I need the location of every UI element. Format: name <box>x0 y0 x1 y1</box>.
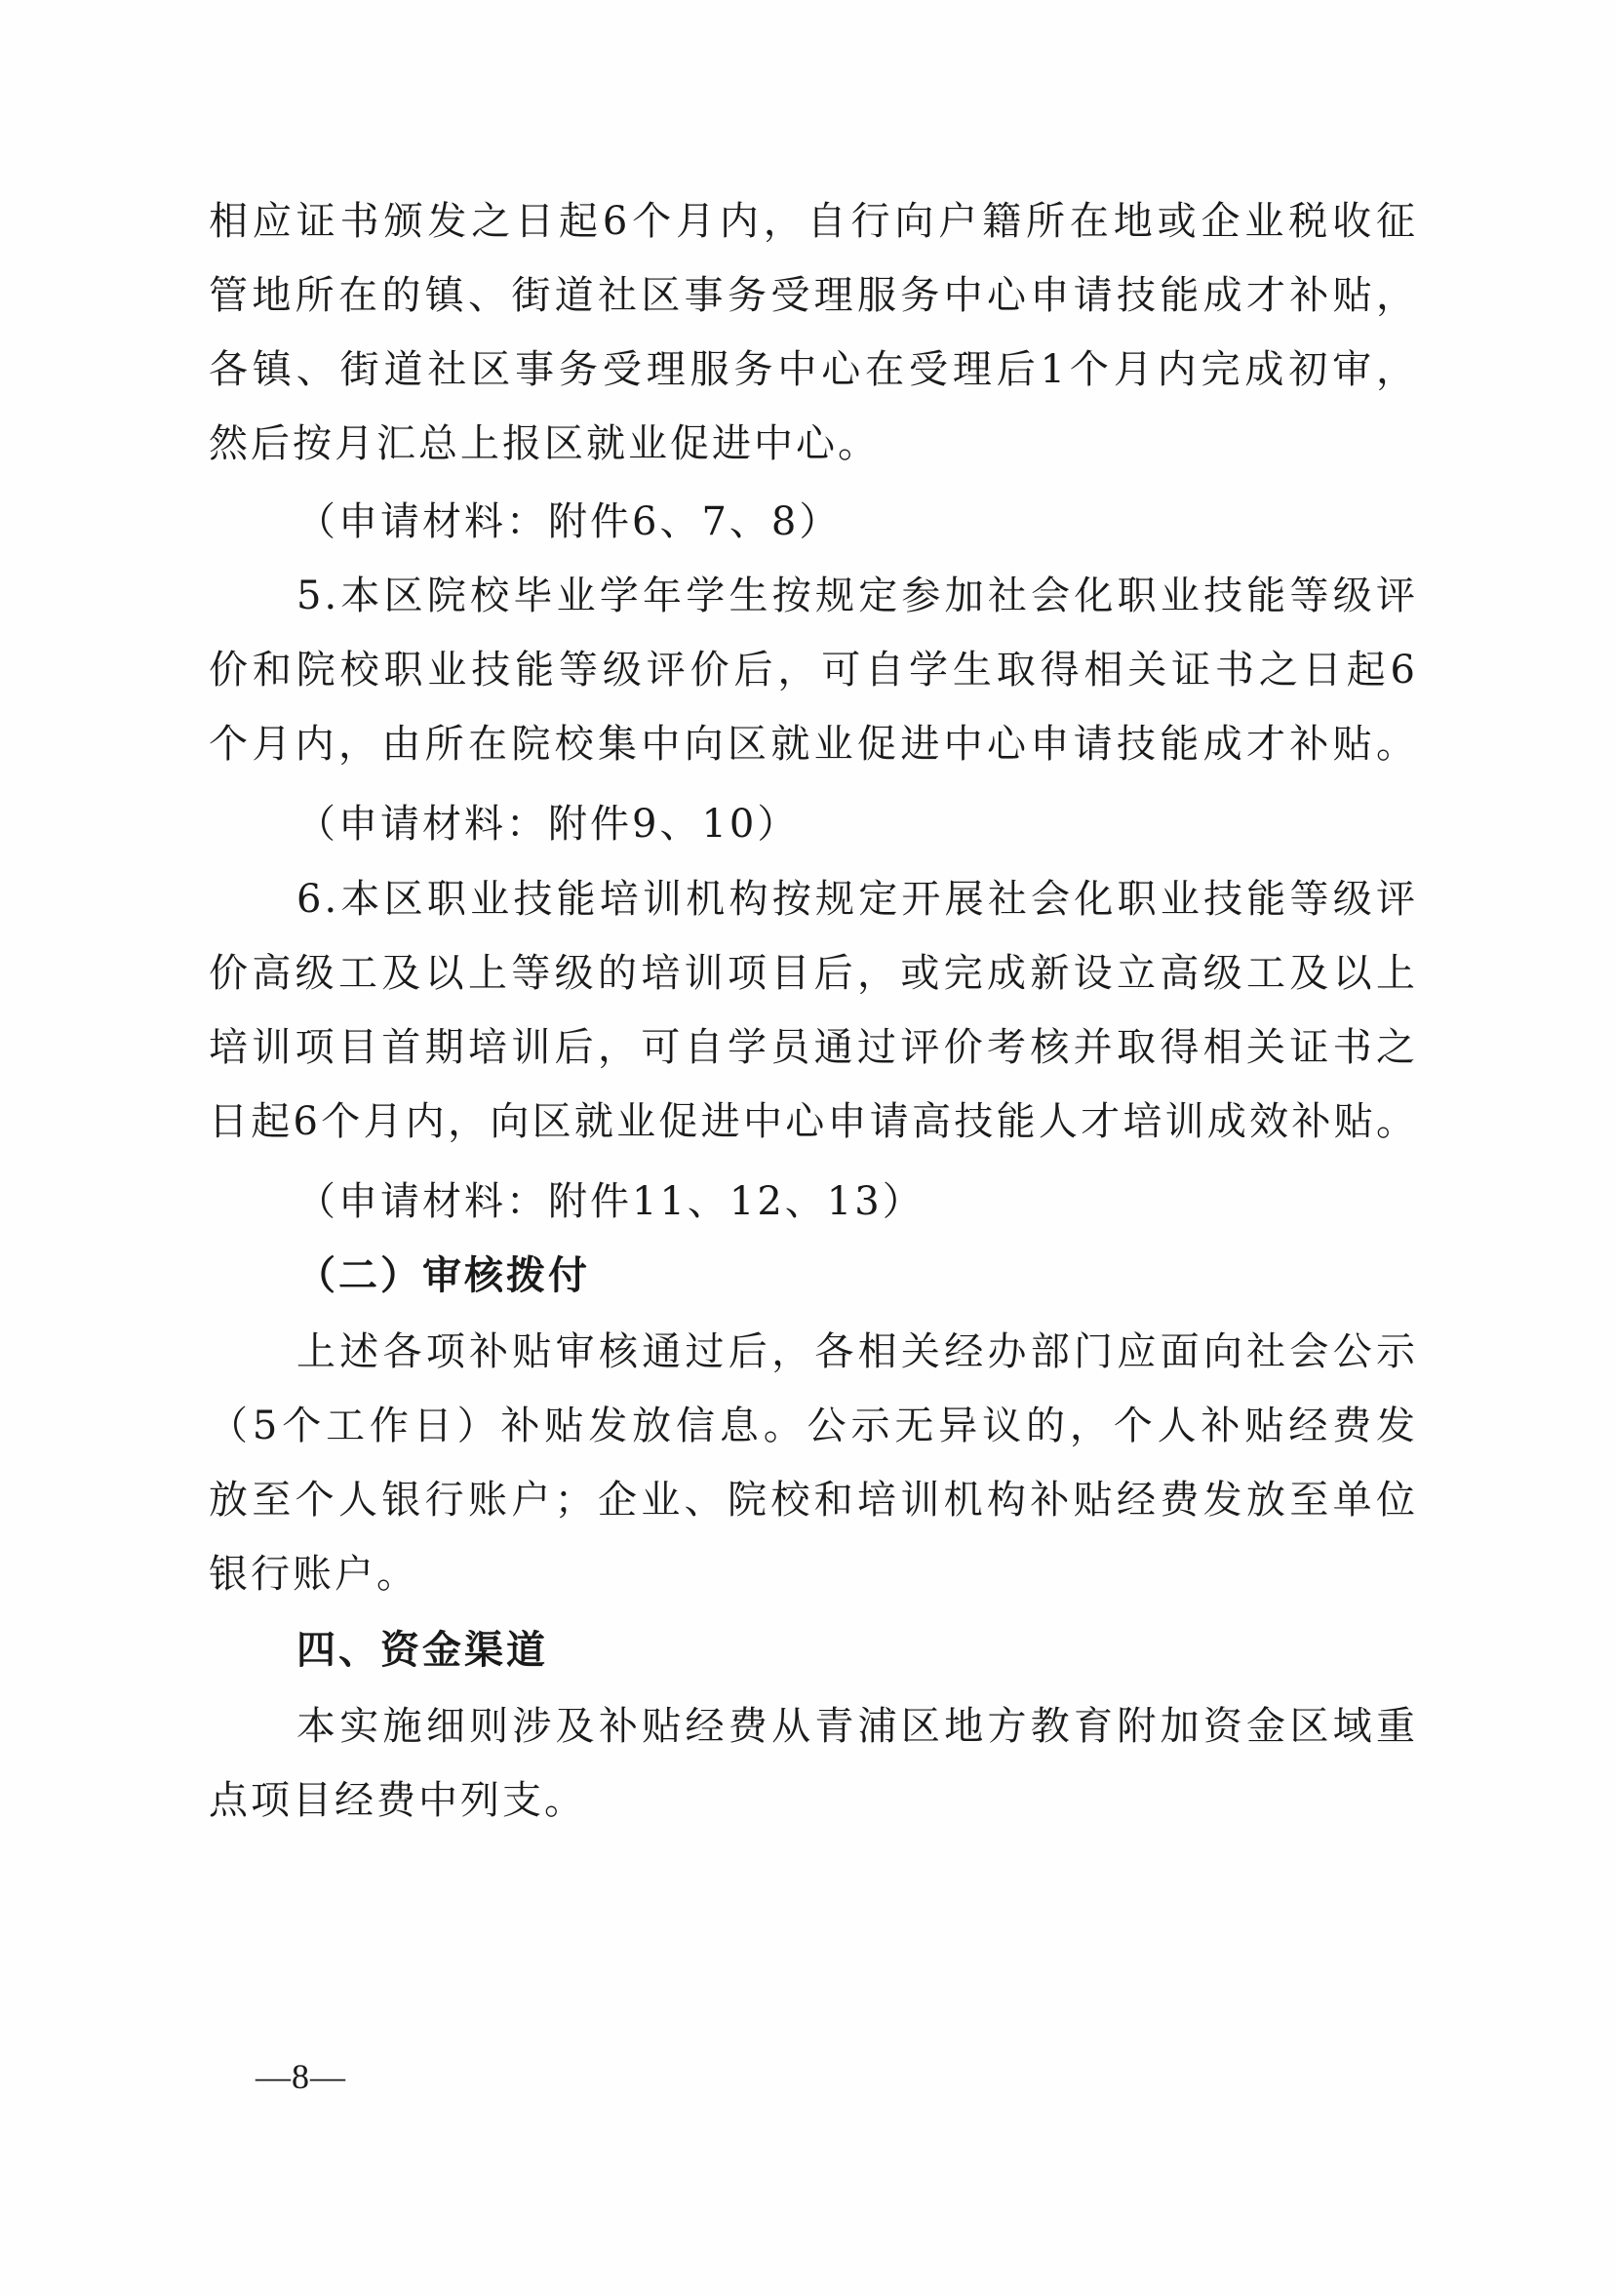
item-6-line-4: 日起6个月内，向区就业促进中心申请高技能人才培训成效补贴。 <box>209 1099 1418 1144</box>
section-heading-review: （二）审核拨付 <box>296 1253 590 1298</box>
body-line-1: 相应证书颁发之日起6个月内，自行向户籍所在地或企业税收征 <box>209 199 1418 244</box>
item-5-line-2: 价和院校职业技能等级评价后，可自学生取得相关证书之日起6 <box>209 648 1418 693</box>
materials-note-1: （申请材料：附件6、7、8） <box>296 499 842 544</box>
page-number: —8— <box>256 2057 346 2096</box>
item-6-line-2: 价高级工及以上等级的培训项目后，或完成新设立高级工及以上 <box>209 951 1418 996</box>
review-line-4: 银行账户。 <box>209 1552 418 1597</box>
item-6-line-3: 培训项目首期培训后，可自学员通过评价考核并取得相关证书之 <box>209 1025 1418 1070</box>
review-line-3: 放至个人银行账户；企业、院校和培训机构补贴经费发放至单位 <box>209 1478 1418 1523</box>
body-line-3: 各镇、街道社区事务受理服务中心在受理后1个月内完成初审， <box>209 347 1418 392</box>
body-line-2: 管地所在的镇、街道社区事务受理服务中心申请技能成才补贴， <box>209 273 1418 318</box>
review-line-1: 上述各项补贴审核通过后，各相关经办部门应面向社会公示 <box>296 1329 1418 1374</box>
body-line-4: 然后按月汇总上报区就业促进中心。 <box>209 421 880 466</box>
materials-note-2: （申请材料：附件9、10） <box>296 802 800 847</box>
materials-note-3: （申请材料：附件11、12、13） <box>296 1179 925 1224</box>
funding-line-2: 点项目经费中列支。 <box>209 1778 586 1823</box>
review-line-2: （5个工作日）补贴发放信息。公示无异议的，个人补贴经费发 <box>209 1404 1418 1448</box>
item-5-line-3: 个月内，由所在院校集中向区就业促进中心申请技能成才补贴。 <box>209 722 1418 767</box>
item-5-line-1: 5.本区院校毕业学年学生按规定参加社会化职业技能等级评 <box>296 574 1418 618</box>
section-heading-funding: 四、资金渠道 <box>296 1628 548 1673</box>
funding-line-1: 本实施细则涉及补贴经费从青浦区地方教育附加资金区域重 <box>296 1704 1418 1749</box>
item-6-line-1: 6.本区职业技能培训机构按规定开展社会化职业技能等级评 <box>296 877 1418 922</box>
